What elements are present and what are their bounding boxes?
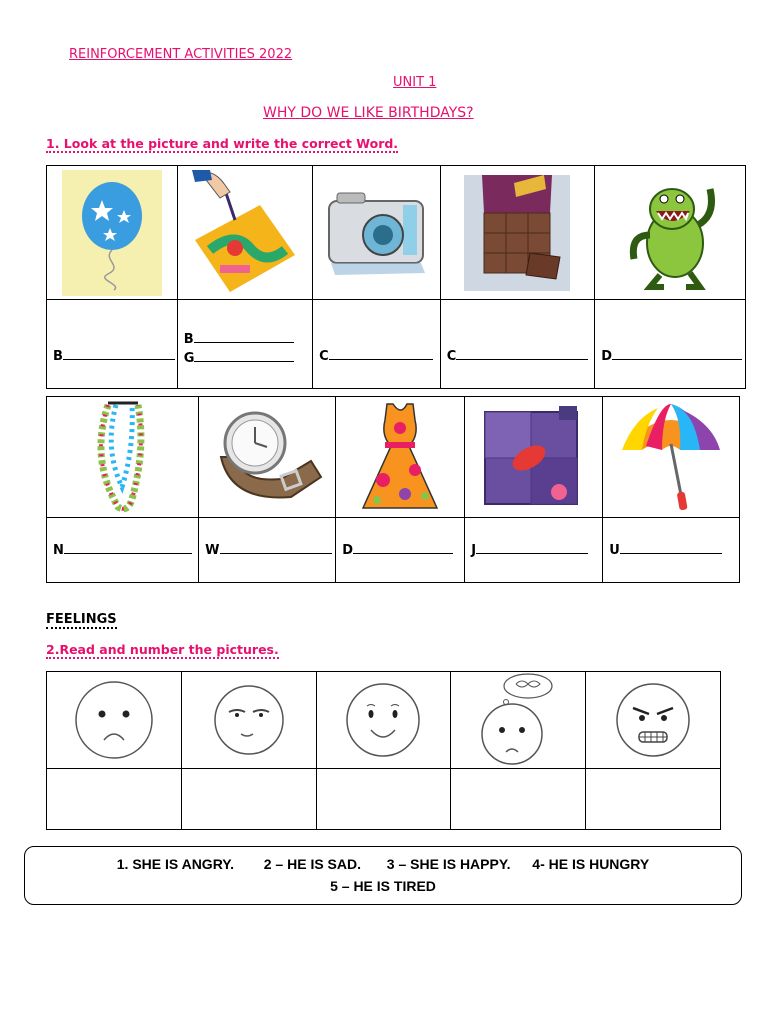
picture-cell [440, 166, 595, 300]
write-line[interactable] [194, 342, 294, 343]
answer-cell-balloon[interactable] [47, 300, 178, 389]
face-cell [586, 672, 721, 769]
start-letter: U [609, 542, 620, 558]
vocab-table-2 [46, 396, 740, 583]
tired-face-icon [207, 678, 291, 762]
answer-cell-dinosaur[interactable] [595, 300, 746, 389]
answer-cell-watch[interactable] [199, 518, 336, 583]
write-line[interactable] [456, 359, 588, 360]
start-letter: C [446, 349, 457, 364]
picture-cell [336, 397, 465, 518]
chocolate-icon [464, 175, 570, 291]
answer-3: 3 – SHE IS HAPPY. [386, 856, 511, 872]
start-letter: B [53, 349, 63, 364]
write-line[interactable] [620, 553, 722, 554]
start-letter: N [53, 542, 64, 558]
necklace-icon [88, 399, 158, 515]
answer-cell-jigsaw[interactable] [465, 518, 603, 583]
picture-cell [47, 166, 178, 300]
dinosaur-icon [620, 175, 720, 291]
write-line[interactable] [64, 553, 192, 554]
balloon-icon [62, 170, 162, 296]
face-cell [451, 672, 586, 769]
dress-icon [355, 400, 445, 514]
number-cell[interactable] [181, 769, 316, 830]
number-cell[interactable] [316, 769, 451, 830]
answers-box [24, 846, 742, 905]
answer-5: 5 – HE IS TIRED [330, 878, 436, 894]
exercise1-instruction: 1. Look at the picture and write the correct Word. [46, 136, 399, 151]
write-line[interactable] [476, 553, 588, 554]
start-letter: W [205, 542, 220, 558]
face-cell [181, 672, 316, 769]
answer-cell-necklace[interactable] [47, 518, 199, 583]
number-cell[interactable] [451, 769, 586, 830]
picture-cell [603, 397, 740, 518]
picture-cell [199, 397, 336, 518]
start-letter: D [601, 349, 613, 364]
picture-cell [595, 166, 746, 300]
number-cell[interactable] [47, 769, 182, 830]
jigsaw-icon [479, 402, 589, 512]
exercise2-instruction: 2.Read and number the pictures. [46, 642, 279, 657]
sad-face-icon [72, 678, 156, 762]
umbrella-icon [616, 400, 726, 514]
angry-face-icon [611, 678, 695, 762]
write-line[interactable] [194, 361, 294, 362]
board-game-icon [190, 170, 300, 296]
face-cell [47, 672, 182, 769]
start-letter: G [183, 351, 195, 366]
answer-cell-board-game[interactable] [177, 300, 312, 389]
picture-cell [313, 166, 441, 300]
answer-2: 2 – HE IS SAD. [263, 856, 362, 872]
number-cell[interactable] [586, 769, 721, 830]
write-line[interactable] [353, 553, 453, 554]
start-letter: B [183, 332, 194, 347]
start-letter: C [319, 349, 329, 364]
happy-face-icon [341, 678, 425, 762]
camera-icon [321, 183, 431, 283]
activities-title: REINFORCEMENT ACTIVITIES 2022 [69, 47, 293, 62]
write-line[interactable] [329, 359, 433, 360]
start-letter: J [471, 542, 477, 558]
write-line[interactable] [220, 553, 332, 554]
picture-cell [47, 397, 199, 518]
feelings-title: FEELINGS [46, 612, 117, 627]
picture-cell [465, 397, 603, 518]
write-line[interactable] [63, 359, 175, 360]
hungry-face-icon [476, 672, 560, 768]
watch-icon [211, 407, 323, 507]
picture-cell [177, 166, 312, 300]
unit-label: UNIT 1 [393, 75, 437, 90]
answer-cell-umbrella[interactable] [603, 518, 740, 583]
unit-title: WHY DO WE LIKE BIRTHDAYS? [263, 105, 474, 121]
vocab-table-1 [46, 165, 746, 389]
face-cell [316, 672, 451, 769]
feelings-table [46, 671, 721, 830]
answer-cell-chocolate[interactable] [440, 300, 595, 389]
answer-cell-dress[interactable] [336, 518, 465, 583]
start-letter: D [342, 542, 354, 558]
answer-4: 4- HE IS HUNGRY [532, 856, 650, 872]
write-line[interactable] [612, 359, 742, 360]
answer-1: 1. SHE IS ANGRY. [116, 856, 234, 872]
answer-cell-camera[interactable] [313, 300, 441, 389]
